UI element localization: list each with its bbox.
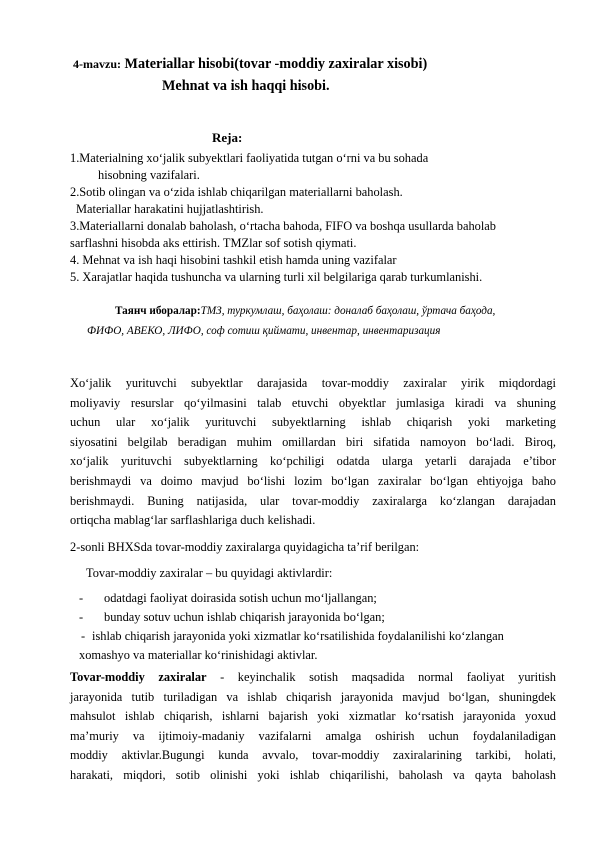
bullet-item-1: odatdagi faoliyat doirasida sotish uchun mo‘ljallangan;	[104, 591, 377, 605]
topic-prefix: 4-mavzu:	[73, 57, 121, 71]
topic-subtitle: Mehnat va ish haqqi hisobi.	[162, 78, 330, 94]
bullet-mark: -	[81, 629, 86, 643]
standard-line: 2-sonli BHXSda tovar-moddiy zaxiralarga quyidagicha ta’rif berilgan:	[70, 540, 420, 554]
keywords-line-2: ФИФО, АВЕКО, ЛИФО, соф сотиш қиймати, инвентар, инвентаризация	[87, 325, 441, 337]
intro-line: berishmaydi va doimo mavjud bo‘lishi lozim bo‘lgan zaxiralar bo‘lgan ehtiyojga baho	[70, 473, 556, 488]
topic-title: Materiallar hisobi(tovar -moddiy zaxiralar xisobi)	[121, 56, 428, 72]
bullet-item-3: ishlab chiqarish jarayonida yoki xizmatlar ko‘rsatilishida foydalanilishi ko‘zlangan	[92, 629, 504, 643]
bullet-item-3-cont: xomashyo va materiallar ko‘rinishidagi aktivlar.	[79, 648, 318, 662]
intro-line: ortiqcha mablag‘lar sarflashlariga duch kelishadi.	[70, 513, 316, 528]
plan-item-4: 4. Mehnat va ish haqi hisobini tashkil etish hamda uning vazifalar	[70, 253, 397, 267]
final-line: mahsulot ishlab chiqarish, ishlarni bajarish yoki xizmatlar ko‘rsatish jarayonida yoxud	[70, 709, 556, 724]
final-line: moddiy aktivlar.Bugungi kunda avvalo, tovar-moddiy zaxiralarining tarkibi, holati,	[70, 748, 556, 763]
bullet-item-2: bunday sotuv uchun ishlab chiqarish jarayonida bo‘lgan;	[104, 610, 385, 624]
definition-line: Tovar-moddiy zaxiralar – bu quyidagi aktivlardir:	[86, 566, 333, 580]
intro-line: berishmaydi. Buning natijasida, ular tovar-moddiy zaxiralarga ko‘zlangan darajadan	[70, 493, 556, 508]
plan-item-2-cont: Materiallar harakatini hujjatlashtirish.	[76, 202, 264, 216]
topic-heading	[73, 56, 427, 72]
plan-item-5: 5. Xarajatlar haqida tushuncha va ularning turli xil belgilariga qarab turkumlanishi.	[70, 270, 483, 284]
plan-item-1-cont: hisobning vazifalari.	[98, 168, 200, 182]
final-line-1-text: - keyinchalik sotish maqsadida normal faoliyat yuritish	[206, 670, 556, 684]
final-line: ma’muriy va ijtimoiy-madaniy vazifalarni amalga oshirish uchun foydalaniladigan	[70, 728, 556, 743]
keywords-text-1: ТМЗ, туркумлаш, баҳолаш: доналаб баҳолаш, ўртача баҳода,	[200, 305, 496, 317]
final-paragraph	[70, 668, 556, 786]
final-line-1	[70, 668, 556, 688]
intro-line: Xo‘jalik yurituvchi subyektlar darajasida tovar-moddiy zaxiralar yirik miqdordagi	[70, 376, 556, 390]
keywords-line-1	[115, 303, 495, 319]
intro-line: moliyaviy resurslar qo‘yilmasini talab etuvchi obyektlar jumlasiga kiradi va shuning	[70, 395, 556, 410]
plan-title: Reja:	[212, 130, 243, 145]
intro-paragraph	[70, 374, 556, 531]
plan-item-1: 1.Materialning xo‘jalik subyektlari faoliyatida tutgan o‘rni va bu sohada	[70, 151, 429, 165]
plan-item-2: 2.Sotib olingan va o‘zida ishlab chiqarilgan materiallarni baholash.	[70, 185, 403, 199]
bullet-mark: -	[79, 610, 84, 624]
intro-line: siyosatini belgilab beradigan muhim omillardan biri sifatida namoyon bo‘ladi. Biroq,	[70, 434, 556, 449]
keywords-label: Таянч иборалар:	[115, 305, 201, 317]
plan-item-3: 3.Materiallarni donalab baholash, o‘rtacha bahoda, FIFO va boshqa usullarda baholab	[70, 219, 496, 233]
final-term: Tovar-moddiy zaxiralar	[70, 670, 207, 684]
final-line: harakati, miqdori, sotib olinishi yoki ishlab chiqarilishi, baholash va qayta baholash	[70, 767, 556, 782]
intro-line: xo‘jalik yurituvchi subyektlarning ko‘pchiligi odatda ularga yetarli darajada e’tibor	[70, 454, 556, 469]
final-line: jarayonida tutib turiladigan va ishlab chiqarish jarayonida mavjud bo‘lgan, shuningdek	[70, 689, 556, 704]
intro-line: uchun ular xo‘jalik yurituvchi subyektlarning ishlab chiqarish yoki marketing	[70, 415, 556, 430]
plan-item-3-cont: sarflashni hisobda aks ettirish. TMZlar sof sotish qiymati.	[70, 236, 357, 250]
bullet-mark: -	[79, 591, 84, 605]
